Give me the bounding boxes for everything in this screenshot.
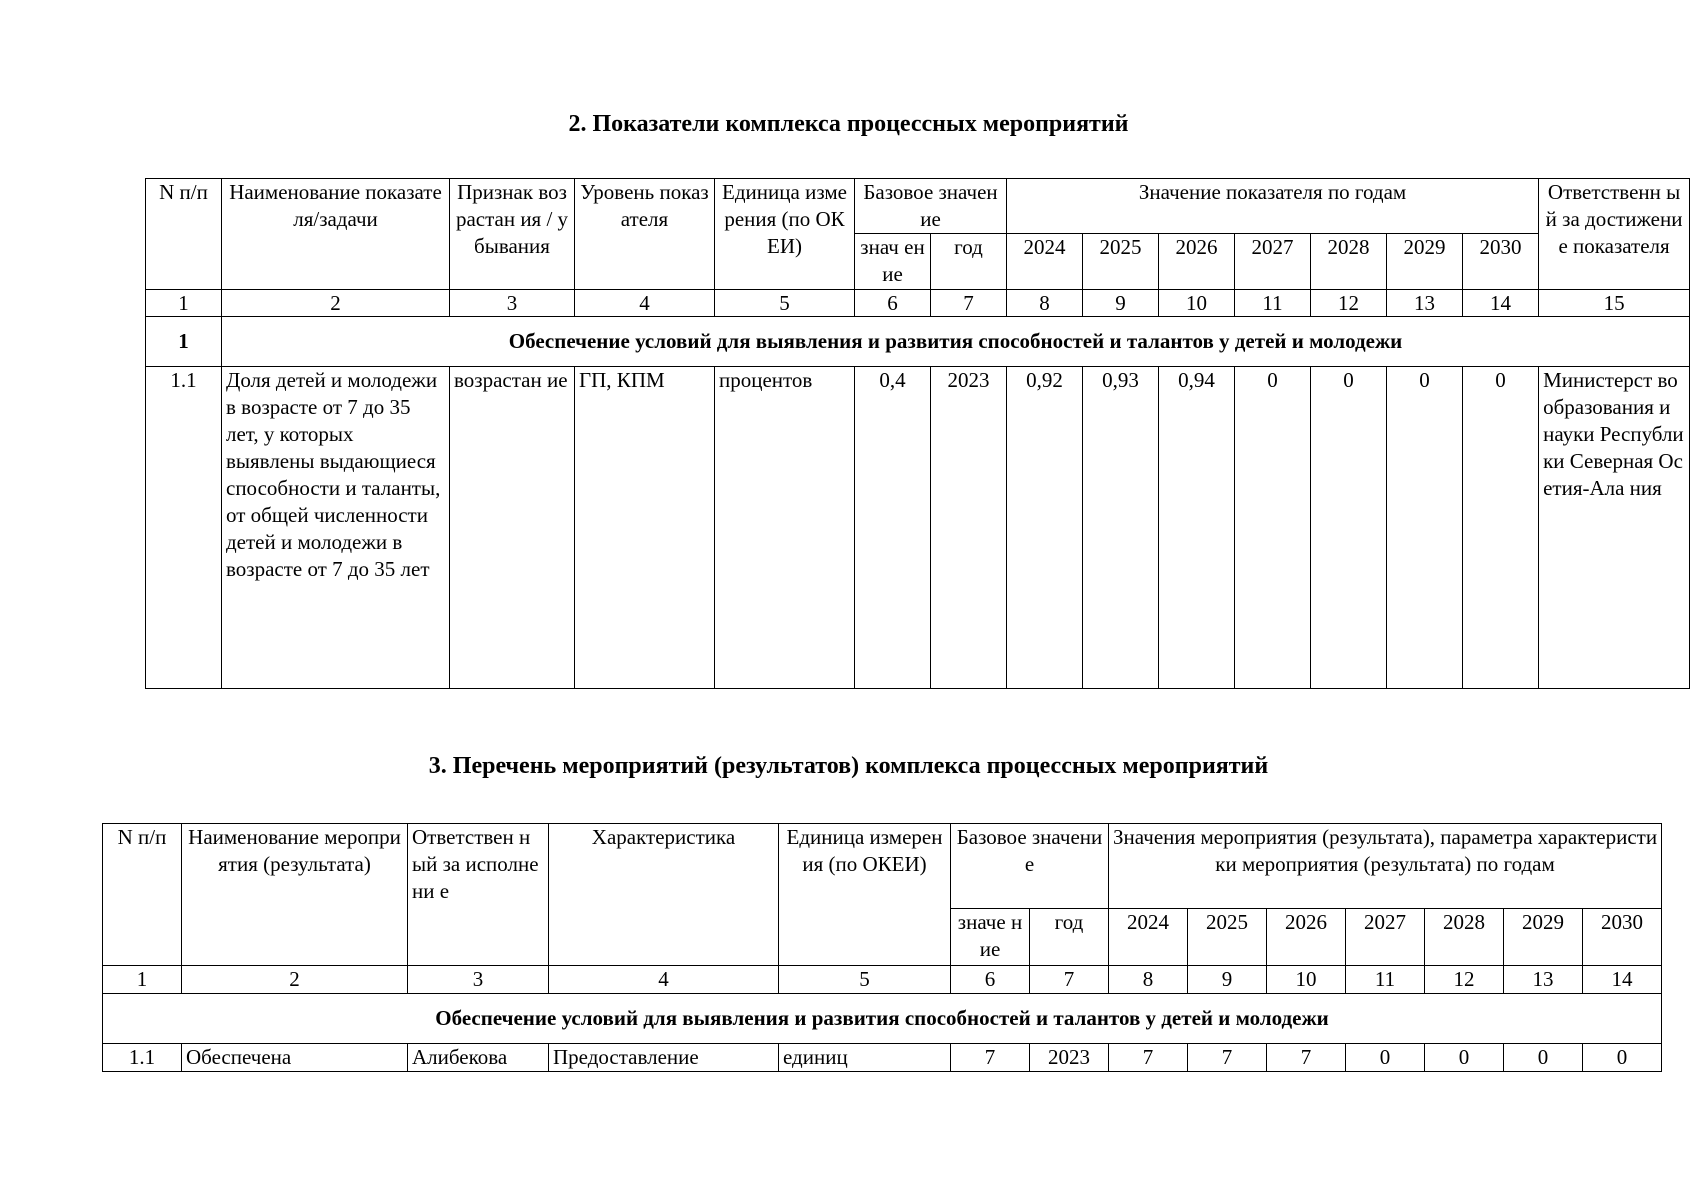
column-number: 6 <box>951 966 1030 994</box>
activities-table <box>102 823 1662 1072</box>
header-year: 2030 <box>1583 909 1662 966</box>
column-number: 9 <box>1188 966 1267 994</box>
column-number: 7 <box>1030 966 1109 994</box>
column-number: 3 <box>408 966 549 994</box>
indicator-year-value: 0 <box>1235 367 1311 689</box>
activity-base-year: 2023 <box>1030 1044 1109 1072</box>
activity-year-value: 7 <box>1188 1044 1267 1072</box>
activity-unit: единиц <box>779 1044 951 1072</box>
header-year: 2024 <box>1109 909 1188 966</box>
header-trend: Признак возрастан ия / убывания <box>450 179 575 290</box>
column-number: 1 <box>146 290 222 317</box>
header-year: 2024 <box>1007 234 1083 290</box>
column-number: 13 <box>1387 290 1463 317</box>
header-year: 2030 <box>1463 234 1539 290</box>
activity-year-value: 7 <box>1267 1044 1346 1072</box>
header-base-year: год <box>1030 909 1109 966</box>
row-number: 1.1 <box>146 367 222 689</box>
section-3-title: 3. Перечень мероприятий (результатов) комплекса процессных мероприятий <box>428 753 1269 779</box>
column-number: 11 <box>1235 290 1311 317</box>
header-year: 2028 <box>1311 234 1387 290</box>
header-base-year: год <box>931 234 1007 290</box>
column-number: 10 <box>1267 966 1346 994</box>
column-number: 8 <box>1109 966 1188 994</box>
header-base-value: значе ние <box>951 909 1030 966</box>
activity-base-value: 7 <box>951 1044 1030 1072</box>
activity-year-value: 0 <box>1583 1044 1662 1072</box>
activity-year-value: 0 <box>1346 1044 1425 1072</box>
column-number: 2 <box>182 966 408 994</box>
header-num: N п/п <box>103 824 182 966</box>
indicator-year-value: 0 <box>1387 367 1463 689</box>
column-number: 5 <box>715 290 855 317</box>
column-number: 5 <box>779 966 951 994</box>
header-year: 2026 <box>1159 234 1235 290</box>
group-title: Обеспечение условий для выявления и развития способностей и талантов у детей и молодежи <box>222 317 1690 367</box>
column-number: 14 <box>1463 290 1539 317</box>
header-responsible: Ответствен ный за исполнени е <box>408 824 549 966</box>
group-number: 1 <box>146 317 222 367</box>
indicator-year-value: 0,92 <box>1007 367 1083 689</box>
activity-year-value: 0 <box>1504 1044 1583 1072</box>
activity-name: Обеспечена <box>182 1044 408 1072</box>
header-unit: Единица измерения (по ОКЕИ) <box>715 179 855 290</box>
column-number: 13 <box>1504 966 1583 994</box>
indicator-level: ГП, КПМ <box>575 367 715 689</box>
column-number: 12 <box>1311 290 1387 317</box>
column-number: 9 <box>1083 290 1159 317</box>
header-unit: Единица измерения (по ОКЕИ) <box>779 824 951 966</box>
indicator-responsible: Министерст во образования и науки Республики Северная Осетия-Ала ния <box>1539 367 1690 689</box>
indicator-year-value: 0 <box>1463 367 1539 689</box>
header-year: 2025 <box>1083 234 1159 290</box>
group-title: Обеспечение условий для выявления и развития способностей и талантов у детей и молодежи <box>103 994 1662 1044</box>
column-number: 7 <box>931 290 1007 317</box>
indicator-year-value: 0 <box>1311 367 1387 689</box>
column-number: 12 <box>1425 966 1504 994</box>
header-name: Наименование мероприятия (результата) <box>182 824 408 966</box>
header-responsible: Ответственн ый за достижение показателя <box>1539 179 1690 290</box>
column-number: 14 <box>1583 966 1662 994</box>
indicator-year-value: 0,94 <box>1159 367 1235 689</box>
header-year: 2025 <box>1188 909 1267 966</box>
column-number: 6 <box>855 290 931 317</box>
activity-characteristic: Предоставление <box>549 1044 779 1072</box>
indicator-year-value: 0,93 <box>1083 367 1159 689</box>
indicators-table <box>145 178 1690 689</box>
header-name: Наименование показателя/задачи <box>222 179 450 290</box>
indicator-base-year: 2023 <box>931 367 1007 689</box>
indicator-unit: процентов <box>715 367 855 689</box>
header-level: Уровень показателя <box>575 179 715 290</box>
column-number: 2 <box>222 290 450 317</box>
header-characteristic: Характеристика <box>549 824 779 966</box>
header-base: Базовое значение <box>855 179 1007 234</box>
column-number: 11 <box>1346 966 1425 994</box>
header-num: N п/п <box>146 179 222 290</box>
header-year: 2027 <box>1235 234 1311 290</box>
header-base: Базовое значение <box>951 824 1109 909</box>
indicator-base-value: 0,4 <box>855 367 931 689</box>
header-year: 2029 <box>1504 909 1583 966</box>
header-year: 2027 <box>1346 909 1425 966</box>
column-number: 1 <box>103 966 182 994</box>
activity-year-value: 0 <box>1425 1044 1504 1072</box>
row-number: 1.1 <box>103 1044 182 1072</box>
header-values-by-year: Значения мероприятия (результата), параметра характеристики мероприятия (результата) по годам <box>1109 824 1662 909</box>
activity-responsible: Алибекова <box>408 1044 549 1072</box>
header-year: 2029 <box>1387 234 1463 290</box>
header-base-value: знач ение <box>855 234 931 290</box>
column-number: 4 <box>575 290 715 317</box>
header-year: 2026 <box>1267 909 1346 966</box>
activity-year-value: 7 <box>1109 1044 1188 1072</box>
column-number: 3 <box>450 290 575 317</box>
header-year: 2028 <box>1425 909 1504 966</box>
column-number: 4 <box>549 966 779 994</box>
indicator-name: Доля детей и молодежи в возрасте от 7 до 35 лет, у которых выявлены выдающиеся способности и таланты, от общей численности детей и молодежи в возрасте от 7 до 35 лет <box>222 367 450 689</box>
column-number: 15 <box>1539 290 1690 317</box>
column-number: 10 <box>1159 290 1235 317</box>
indicator-trend: возрастан ие <box>450 367 575 689</box>
section-2-title: 2. Показатели комплекса процессных мероприятий <box>568 111 1129 137</box>
header-values-by-year: Значение показателя по годам <box>1007 179 1539 234</box>
column-number: 8 <box>1007 290 1083 317</box>
